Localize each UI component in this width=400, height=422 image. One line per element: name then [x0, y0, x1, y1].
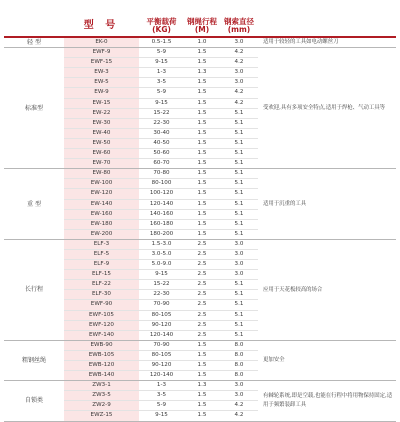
diameter-cell: 5.1: [220, 149, 258, 159]
model-cell: EWF-105: [64, 310, 139, 320]
stroke-cell: 1.5: [184, 229, 220, 239]
stroke-cell: 1.5: [184, 411, 220, 421]
stroke-cell: 1.3: [184, 381, 220, 391]
model-cell: EW-120: [64, 189, 139, 199]
stroke-cell: 1.5: [184, 78, 220, 88]
diameter-cell: 8.0: [220, 350, 258, 360]
load-cell: 1-3: [139, 381, 184, 391]
model-cell: ELF-15: [64, 270, 139, 280]
model-cell: EWZ-15: [64, 411, 139, 421]
stroke-cell: 1.5: [184, 371, 220, 381]
model-cell: EW-160: [64, 209, 139, 219]
diameter-cell: 3.0: [220, 270, 258, 280]
diameter-cell: 5.1: [220, 159, 258, 169]
diameter-cell: 4.2: [220, 48, 258, 58]
load-cell: 70-80: [139, 169, 184, 179]
category-label: 重 型: [4, 169, 64, 240]
load-cell: 140-160: [139, 209, 184, 219]
stroke-cell: 1.5: [184, 179, 220, 189]
diameter-cell: 5.1: [220, 199, 258, 209]
diameter-cell: 3.0: [220, 249, 258, 259]
diameter-cell: 5.1: [220, 118, 258, 128]
model-cell: ELF-9: [64, 260, 139, 270]
diameter-cell: 5.1: [220, 330, 258, 340]
diameter-cell: 4.2: [220, 411, 258, 421]
load-cell: 80-105: [139, 310, 184, 320]
table-row: [4, 48, 396, 58]
load-cell: 3-5: [139, 78, 184, 88]
model-cell: ZW3-1: [64, 381, 139, 391]
model-cell: EW-80: [64, 169, 139, 179]
model-cell: EWB-105: [64, 350, 139, 360]
stroke-cell: 1.5: [184, 209, 220, 219]
diameter-cell: 5.1: [220, 179, 258, 189]
header-row: [4, 16, 396, 37]
table-row: [4, 340, 396, 350]
table-row: [4, 239, 396, 249]
header-model: 型 号: [64, 16, 139, 37]
header-note: [258, 16, 396, 37]
stroke-cell: 1.5: [184, 401, 220, 411]
stroke-cell: 1.5: [184, 199, 220, 209]
model-cell: EWF-140: [64, 330, 139, 340]
application-note: 受欢迎,具有多项安全特点,适用于焊枪、气动工具等: [258, 48, 396, 169]
diameter-cell: 5.1: [220, 300, 258, 310]
load-cell: 0.5-1.5: [139, 37, 184, 48]
header-diameter: 钢索直径 (mm): [220, 16, 258, 37]
diameter-cell: 3.0: [220, 391, 258, 401]
model-cell: EW-50: [64, 138, 139, 148]
diameter-cell: 3.0: [220, 239, 258, 249]
stroke-cell: 1.5: [184, 88, 220, 98]
model-cell: EWB-90: [64, 340, 139, 350]
stroke-cell: 2.5: [184, 320, 220, 330]
stroke-cell: 1.5: [184, 128, 220, 138]
model-cell: ELF-30: [64, 290, 139, 300]
stroke-cell: 2.5: [184, 310, 220, 320]
model-cell: EW-22: [64, 108, 139, 118]
category-label: 自锁类: [4, 381, 64, 421]
stroke-cell: 1.5: [184, 58, 220, 68]
load-cell: 5-9: [139, 401, 184, 411]
diameter-cell: 5.1: [220, 128, 258, 138]
diameter-cell: 3.0: [220, 68, 258, 78]
load-cell: 50-60: [139, 149, 184, 159]
model-cell: EWB-140: [64, 371, 139, 381]
diameter-cell: 4.2: [220, 58, 258, 68]
load-cell: 5-9: [139, 88, 184, 98]
load-cell: 90-120: [139, 320, 184, 330]
diameter-cell: 4.2: [220, 401, 258, 411]
model-cell: EWF-90: [64, 300, 139, 310]
diameter-cell: 3.0: [220, 78, 258, 88]
diameter-cell: 5.1: [220, 219, 258, 229]
stroke-cell: 2.5: [184, 270, 220, 280]
diameter-cell: 5.1: [220, 189, 258, 199]
load-cell: 1.5-3.0: [139, 239, 184, 249]
model-cell: ZW3-5: [64, 391, 139, 401]
load-cell: 120-140: [139, 199, 184, 209]
diameter-cell: 4.2: [220, 88, 258, 98]
model-cell: EW-100: [64, 179, 139, 189]
spec-body: [4, 37, 396, 421]
stroke-cell: 1.5: [184, 219, 220, 229]
load-cell: 80-105: [139, 350, 184, 360]
application-note: 应用于天花板较高的场合: [258, 239, 396, 340]
stroke-cell: 2.5: [184, 249, 220, 259]
stroke-cell: 1.5: [184, 138, 220, 148]
model-cell: EW-40: [64, 128, 139, 138]
model-cell: EK-0: [64, 37, 139, 48]
header-stroke: 钢绳行程 (M): [184, 16, 220, 37]
stroke-cell: 1.5: [184, 159, 220, 169]
application-note: 有棘轮系统,即是空载,也能在行程中将用物保持固定,适用于频繁装卸工具: [258, 381, 396, 421]
model-cell: EW-30: [64, 118, 139, 128]
diameter-cell: 5.1: [220, 108, 258, 118]
load-cell: 80-100: [139, 179, 184, 189]
stroke-cell: 1.3: [184, 68, 220, 78]
load-cell: 9-15: [139, 411, 184, 421]
diameter-cell: 5.1: [220, 229, 258, 239]
load-cell: 22-30: [139, 118, 184, 128]
model-cell: ELF-5: [64, 249, 139, 259]
stroke-cell: 2.5: [184, 280, 220, 290]
model-cell: EWF-120: [64, 320, 139, 330]
load-cell: 9-15: [139, 58, 184, 68]
stroke-cell: 1.5: [184, 149, 220, 159]
spec-table: [4, 16, 396, 422]
category-label: 标准型: [4, 48, 64, 169]
category-label: 轻 型: [4, 37, 64, 48]
stroke-cell: 2.5: [184, 330, 220, 340]
application-note: 更加安全: [258, 340, 396, 380]
load-cell: 180-200: [139, 229, 184, 239]
load-cell: 70-90: [139, 300, 184, 310]
load-cell: 60-70: [139, 159, 184, 169]
category-label: 粗钢丝绳: [4, 340, 64, 380]
diameter-cell: 8.0: [220, 371, 258, 381]
diameter-cell: 3.0: [220, 37, 258, 48]
model-cell: EW-60: [64, 149, 139, 159]
stroke-cell: 1.5: [184, 118, 220, 128]
header-category: [4, 16, 64, 37]
model-cell: EW-5: [64, 78, 139, 88]
load-cell: 9-15: [139, 270, 184, 280]
load-cell: 15-22: [139, 108, 184, 118]
stroke-cell: 1.5: [184, 108, 220, 118]
diameter-cell: 3.0: [220, 381, 258, 391]
model-cell: EW-3: [64, 68, 139, 78]
model-cell: EWF-9: [64, 48, 139, 58]
load-cell: 15-22: [139, 280, 184, 290]
table-row: [4, 381, 396, 391]
stroke-cell: 1.5: [184, 98, 220, 108]
model-cell: EW-70: [64, 159, 139, 169]
load-cell: 90-120: [139, 361, 184, 371]
load-cell: 22-30: [139, 290, 184, 300]
model-cell: ZW2-9: [64, 401, 139, 411]
load-cell: 160-180: [139, 219, 184, 229]
header-load: 平衡载荷 (KG): [139, 16, 184, 37]
diameter-cell: 5.1: [220, 169, 258, 179]
diameter-cell: 5.1: [220, 310, 258, 320]
model-cell: EW-15: [64, 98, 139, 108]
load-cell: 100-120: [139, 189, 184, 199]
load-cell: 5.0-9.0: [139, 260, 184, 270]
load-cell: 120-140: [139, 330, 184, 340]
load-cell: 30-40: [139, 128, 184, 138]
model-cell: EW-140: [64, 199, 139, 209]
diameter-cell: 5.1: [220, 290, 258, 300]
stroke-cell: 2.5: [184, 260, 220, 270]
model-cell: EWF-15: [64, 58, 139, 68]
stroke-cell: 2.5: [184, 300, 220, 310]
model-cell: EW-180: [64, 219, 139, 229]
diameter-cell: 5.1: [220, 138, 258, 148]
load-cell: 5-9: [139, 48, 184, 58]
diameter-cell: 3.0: [220, 260, 258, 270]
stroke-cell: 1.5: [184, 169, 220, 179]
stroke-cell: 1.5: [184, 391, 220, 401]
model-cell: ELF-3: [64, 239, 139, 249]
diameter-cell: 5.1: [220, 320, 258, 330]
stroke-cell: 1.5: [184, 340, 220, 350]
application-note: 适用于沉重的工具: [258, 169, 396, 240]
load-cell: 70-90: [139, 340, 184, 350]
stroke-cell: 1.5: [184, 350, 220, 360]
stroke-cell: 2.5: [184, 290, 220, 300]
model-cell: EW-9: [64, 88, 139, 98]
stroke-cell: 1.5: [184, 48, 220, 58]
load-cell: 3-5: [139, 391, 184, 401]
diameter-cell: 4.2: [220, 98, 258, 108]
stroke-cell: 1.5: [184, 361, 220, 371]
load-cell: 40-50: [139, 138, 184, 148]
diameter-cell: 8.0: [220, 340, 258, 350]
table-row: [4, 37, 396, 48]
diameter-cell: 8.0: [220, 361, 258, 371]
diameter-cell: 5.1: [220, 280, 258, 290]
load-cell: 3.0-5.0: [139, 249, 184, 259]
diameter-cell: 5.1: [220, 209, 258, 219]
application-note: 适用于较轻的工具如电动螺丝刀: [258, 37, 396, 48]
stroke-cell: 1.0: [184, 37, 220, 48]
stroke-cell: 2.5: [184, 239, 220, 249]
model-cell: EWB-120: [64, 361, 139, 371]
model-cell: ELF-22: [64, 280, 139, 290]
model-cell: EW-200: [64, 229, 139, 239]
stroke-cell: 1.5: [184, 189, 220, 199]
load-cell: 9-15: [139, 98, 184, 108]
table-row: [4, 169, 396, 179]
load-cell: 1-3: [139, 68, 184, 78]
category-label: 长行程: [4, 239, 64, 340]
load-cell: 120-140: [139, 371, 184, 381]
